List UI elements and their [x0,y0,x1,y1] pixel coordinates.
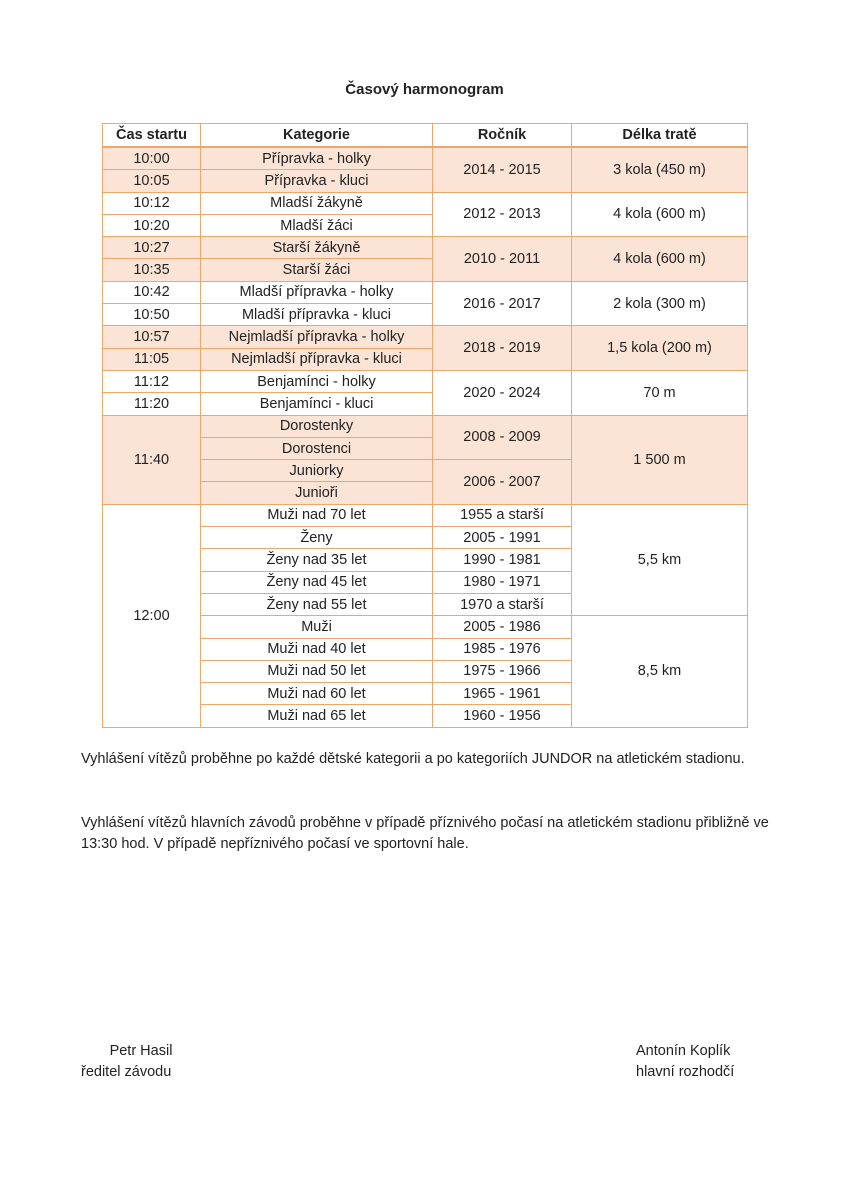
signature-right-name: Antonín Koplík [636,1043,731,1059]
announcement-paragraph-2: Vyhlášení vítězů hlavních závodů proběhne v případě příznivého počasí na atletickém stadionu přibližně ve 13:30 hod. V případě nepříznivého počasí ve sportovní hale. [81,815,769,852]
table-header-row [103,124,748,148]
birth-year-cell: 1965 - 1961 [433,683,572,705]
start-time-cell: 11:12 [103,370,201,392]
start-time-cell: 10:20 [103,214,201,236]
category-cell: Ženy nad 45 let [201,571,433,593]
category-cell: Mladší žákyně [201,192,433,214]
birth-year-cell: 1975 - 1966 [433,660,572,682]
distance-cell: 4 kola (600 m) [572,237,748,282]
page-title: Časový harmonogram [345,81,504,98]
start-time-cell: 10:27 [103,237,201,259]
category-cell: Juniorky [201,460,433,482]
category-cell: Ženy [201,527,433,549]
header-category: Kategorie [201,124,433,148]
table-row [103,370,748,392]
birth-year-cell: 2012 - 2013 [433,192,572,237]
birth-year-cell: 1990 - 1981 [433,549,572,571]
birth-year-cell: 2020 - 2024 [433,370,572,415]
distance-cell: 1,5 kola (200 m) [572,326,748,371]
start-time-cell: 10:00 [103,147,201,170]
birth-year-cell: 2008 - 2009 [433,415,572,460]
distance-cell: 2 kola (300 m) [572,281,748,326]
distance-cell: 4 kola (600 m) [572,192,748,237]
category-cell: Ženy nad 55 let [201,593,433,615]
category-cell: Muži [201,616,433,638]
start-time-cell: 10:50 [103,304,201,326]
birth-year-cell: 2005 - 1986 [433,616,572,638]
table-row [103,415,748,437]
category-cell: Starší žákyně [201,237,433,259]
start-time-cell: 11:20 [103,393,201,415]
category-cell: Nejmladší přípravka - holky [201,326,433,348]
distance-cell: 5,5 km [572,504,748,615]
category-cell: Mladší přípravka - holky [201,281,433,303]
category-cell: Přípravka - kluci [201,170,433,192]
header-distance: Délka tratě [572,124,748,148]
table-row [103,326,748,348]
category-cell: Muži nad 50 let [201,660,433,682]
category-cell: Muži nad 60 let [201,683,433,705]
category-cell: Muži nad 40 let [201,638,433,660]
start-time-cell: 10:42 [103,281,201,303]
birth-year-cell: 1970 a starší [433,593,572,615]
category-cell: Benjamínci - kluci [201,393,433,415]
header-birth-year: Ročník [433,124,572,148]
birth-year-cell: 1960 - 1956 [433,705,572,727]
signature-left-name: Petr Hasil [109,1043,173,1059]
birth-year-cell: 2014 - 2015 [433,147,572,192]
start-time-cell: 10:57 [103,326,201,348]
birth-year-cell: 1980 - 1971 [433,571,572,593]
distance-cell: 70 m [572,370,748,415]
category-cell: Muži nad 65 let [201,705,433,727]
category-cell: Nejmladší přípravka - kluci [201,348,433,370]
table-row [103,237,748,259]
signature-left [81,1041,201,1083]
table-row [103,281,748,303]
birth-year-cell: 1955 a starší [433,504,572,526]
category-cell: Dorostenci [201,437,433,459]
schedule-table [102,123,748,728]
signature-left-role: ředitel závodu [81,1064,172,1080]
category-cell: Mladší žáci [201,214,433,236]
announcement-paragraph-1: Vyhlášení vítězů proběhne po každé dětské kategorii a po kategoriích JUNDOR na atletickém stadionu. [81,751,745,767]
category-cell: Starší žáci [201,259,433,281]
start-time-cell: 11:40 [103,415,201,504]
birth-year-cell: 2018 - 2019 [433,326,572,371]
category-cell: Muži nad 70 let [201,504,433,526]
header-start-time: Čas startu [103,124,201,148]
start-time-cell: 11:05 [103,348,201,370]
birth-year-cell: 2005 - 1991 [433,527,572,549]
category-cell: Ženy nad 35 let [201,549,433,571]
category-cell: Benjamínci - holky [201,370,433,392]
distance-cell: 8,5 km [572,616,748,727]
category-cell: Přípravka - holky [201,147,433,170]
category-cell: Dorostenky [201,415,433,437]
signature-right [636,1041,776,1083]
birth-year-cell: 1985 - 1976 [433,638,572,660]
birth-year-cell: 2006 - 2007 [433,460,572,505]
start-time-cell: 12:00 [103,504,201,727]
table-row [103,147,748,170]
signature-right-role: hlavní rozhodčí [636,1064,735,1080]
distance-cell: 3 kola (450 m) [572,147,748,192]
birth-year-cell: 2016 - 2017 [433,281,572,326]
schedule-body [103,147,748,727]
table-row [103,504,748,526]
birth-year-cell: 2010 - 2011 [433,237,572,282]
table-row [103,192,748,214]
category-cell: Mladší přípravka - kluci [201,304,433,326]
start-time-cell: 10:12 [103,192,201,214]
category-cell: Junioři [201,482,433,504]
start-time-cell: 10:05 [103,170,201,192]
distance-cell: 1 500 m [572,415,748,504]
start-time-cell: 10:35 [103,259,201,281]
